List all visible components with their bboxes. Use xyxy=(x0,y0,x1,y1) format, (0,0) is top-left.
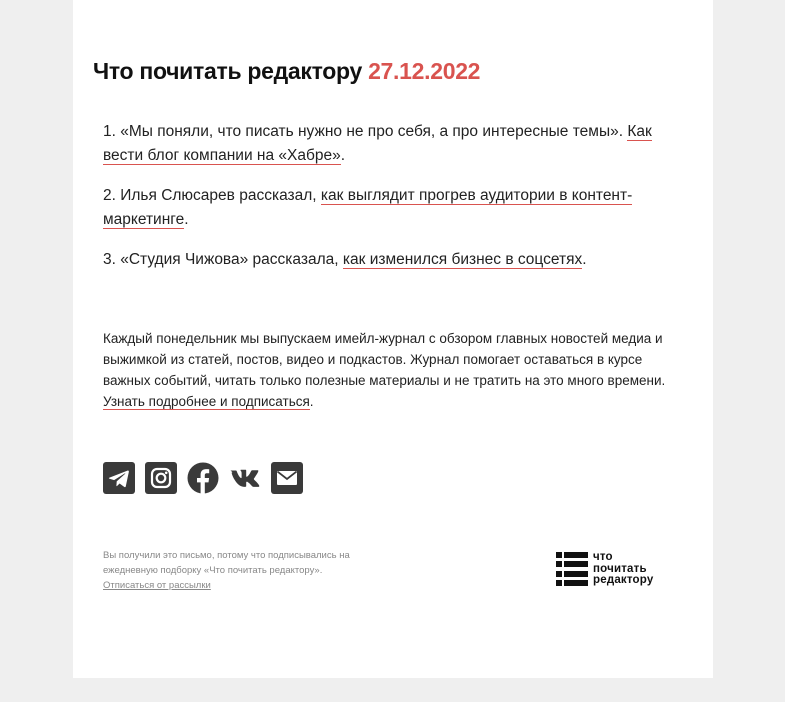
article-link-audience-warmup[interactable]: как выглядит прогрев аудитории в контент-маркетинге xyxy=(103,187,633,228)
item-text: 2. Илья Слюсарев рассказал, xyxy=(103,187,321,204)
unsubscribe-link[interactable]: Отписаться от рассылки xyxy=(103,580,211,591)
item-suffix: . xyxy=(184,211,189,228)
item-suffix: . xyxy=(340,147,346,164)
social-links xyxy=(103,462,303,494)
logo-line: редактору xyxy=(593,574,654,586)
logo-line: почитать xyxy=(593,562,647,575)
email-icon[interactable] xyxy=(271,462,303,494)
footer-text: Вы получили это письмо, потому что подписывались на ежедневную подборку «Что почитать редактору». xyxy=(103,550,350,576)
page-title xyxy=(93,58,480,85)
logo-text xyxy=(593,552,653,587)
issue-date: 27.12.2022 xyxy=(368,58,481,84)
instagram-icon[interactable] xyxy=(145,462,177,494)
article-link-social-business[interactable]: как изменился бизнес в соцсетях xyxy=(342,251,583,268)
description-suffix: . xyxy=(309,394,314,409)
list-item xyxy=(103,248,673,272)
subscribe-link[interactable]: Узнать подробнее и подписаться xyxy=(103,394,310,409)
list-item xyxy=(103,184,673,232)
article-link-habr-blog[interactable]: Как вести блог компании на «Хабре» xyxy=(103,123,652,164)
list-item xyxy=(103,120,673,168)
vk-icon[interactable] xyxy=(229,462,261,494)
article-list xyxy=(103,120,673,288)
item-suffix: . xyxy=(582,251,587,268)
item-text: 3. «Студия Чижова» рассказала, xyxy=(103,251,343,268)
brand-logo xyxy=(556,552,653,587)
telegram-icon[interactable] xyxy=(103,462,135,494)
logo-line: что xyxy=(593,551,613,563)
logo-mark-icon xyxy=(556,552,588,586)
email-card xyxy=(73,0,713,678)
newsletter-description xyxy=(103,328,688,412)
description-text: Каждый понедельник мы выпускаем имейл-журнал с обзором главных новостей медиа и выжимкой из статей, постов, видео и подкастов. Журнал помогает оставаться в курсе важных событий, читать только полезные материалы и не тратить на это много времени. xyxy=(103,331,666,388)
facebook-icon[interactable] xyxy=(187,462,219,494)
item-text: 1. «Мы поняли, что писать нужно не про себя, а про интересные темы». xyxy=(103,123,628,140)
footer-note xyxy=(103,548,383,593)
title-text: Что почитать редактору xyxy=(93,58,362,84)
